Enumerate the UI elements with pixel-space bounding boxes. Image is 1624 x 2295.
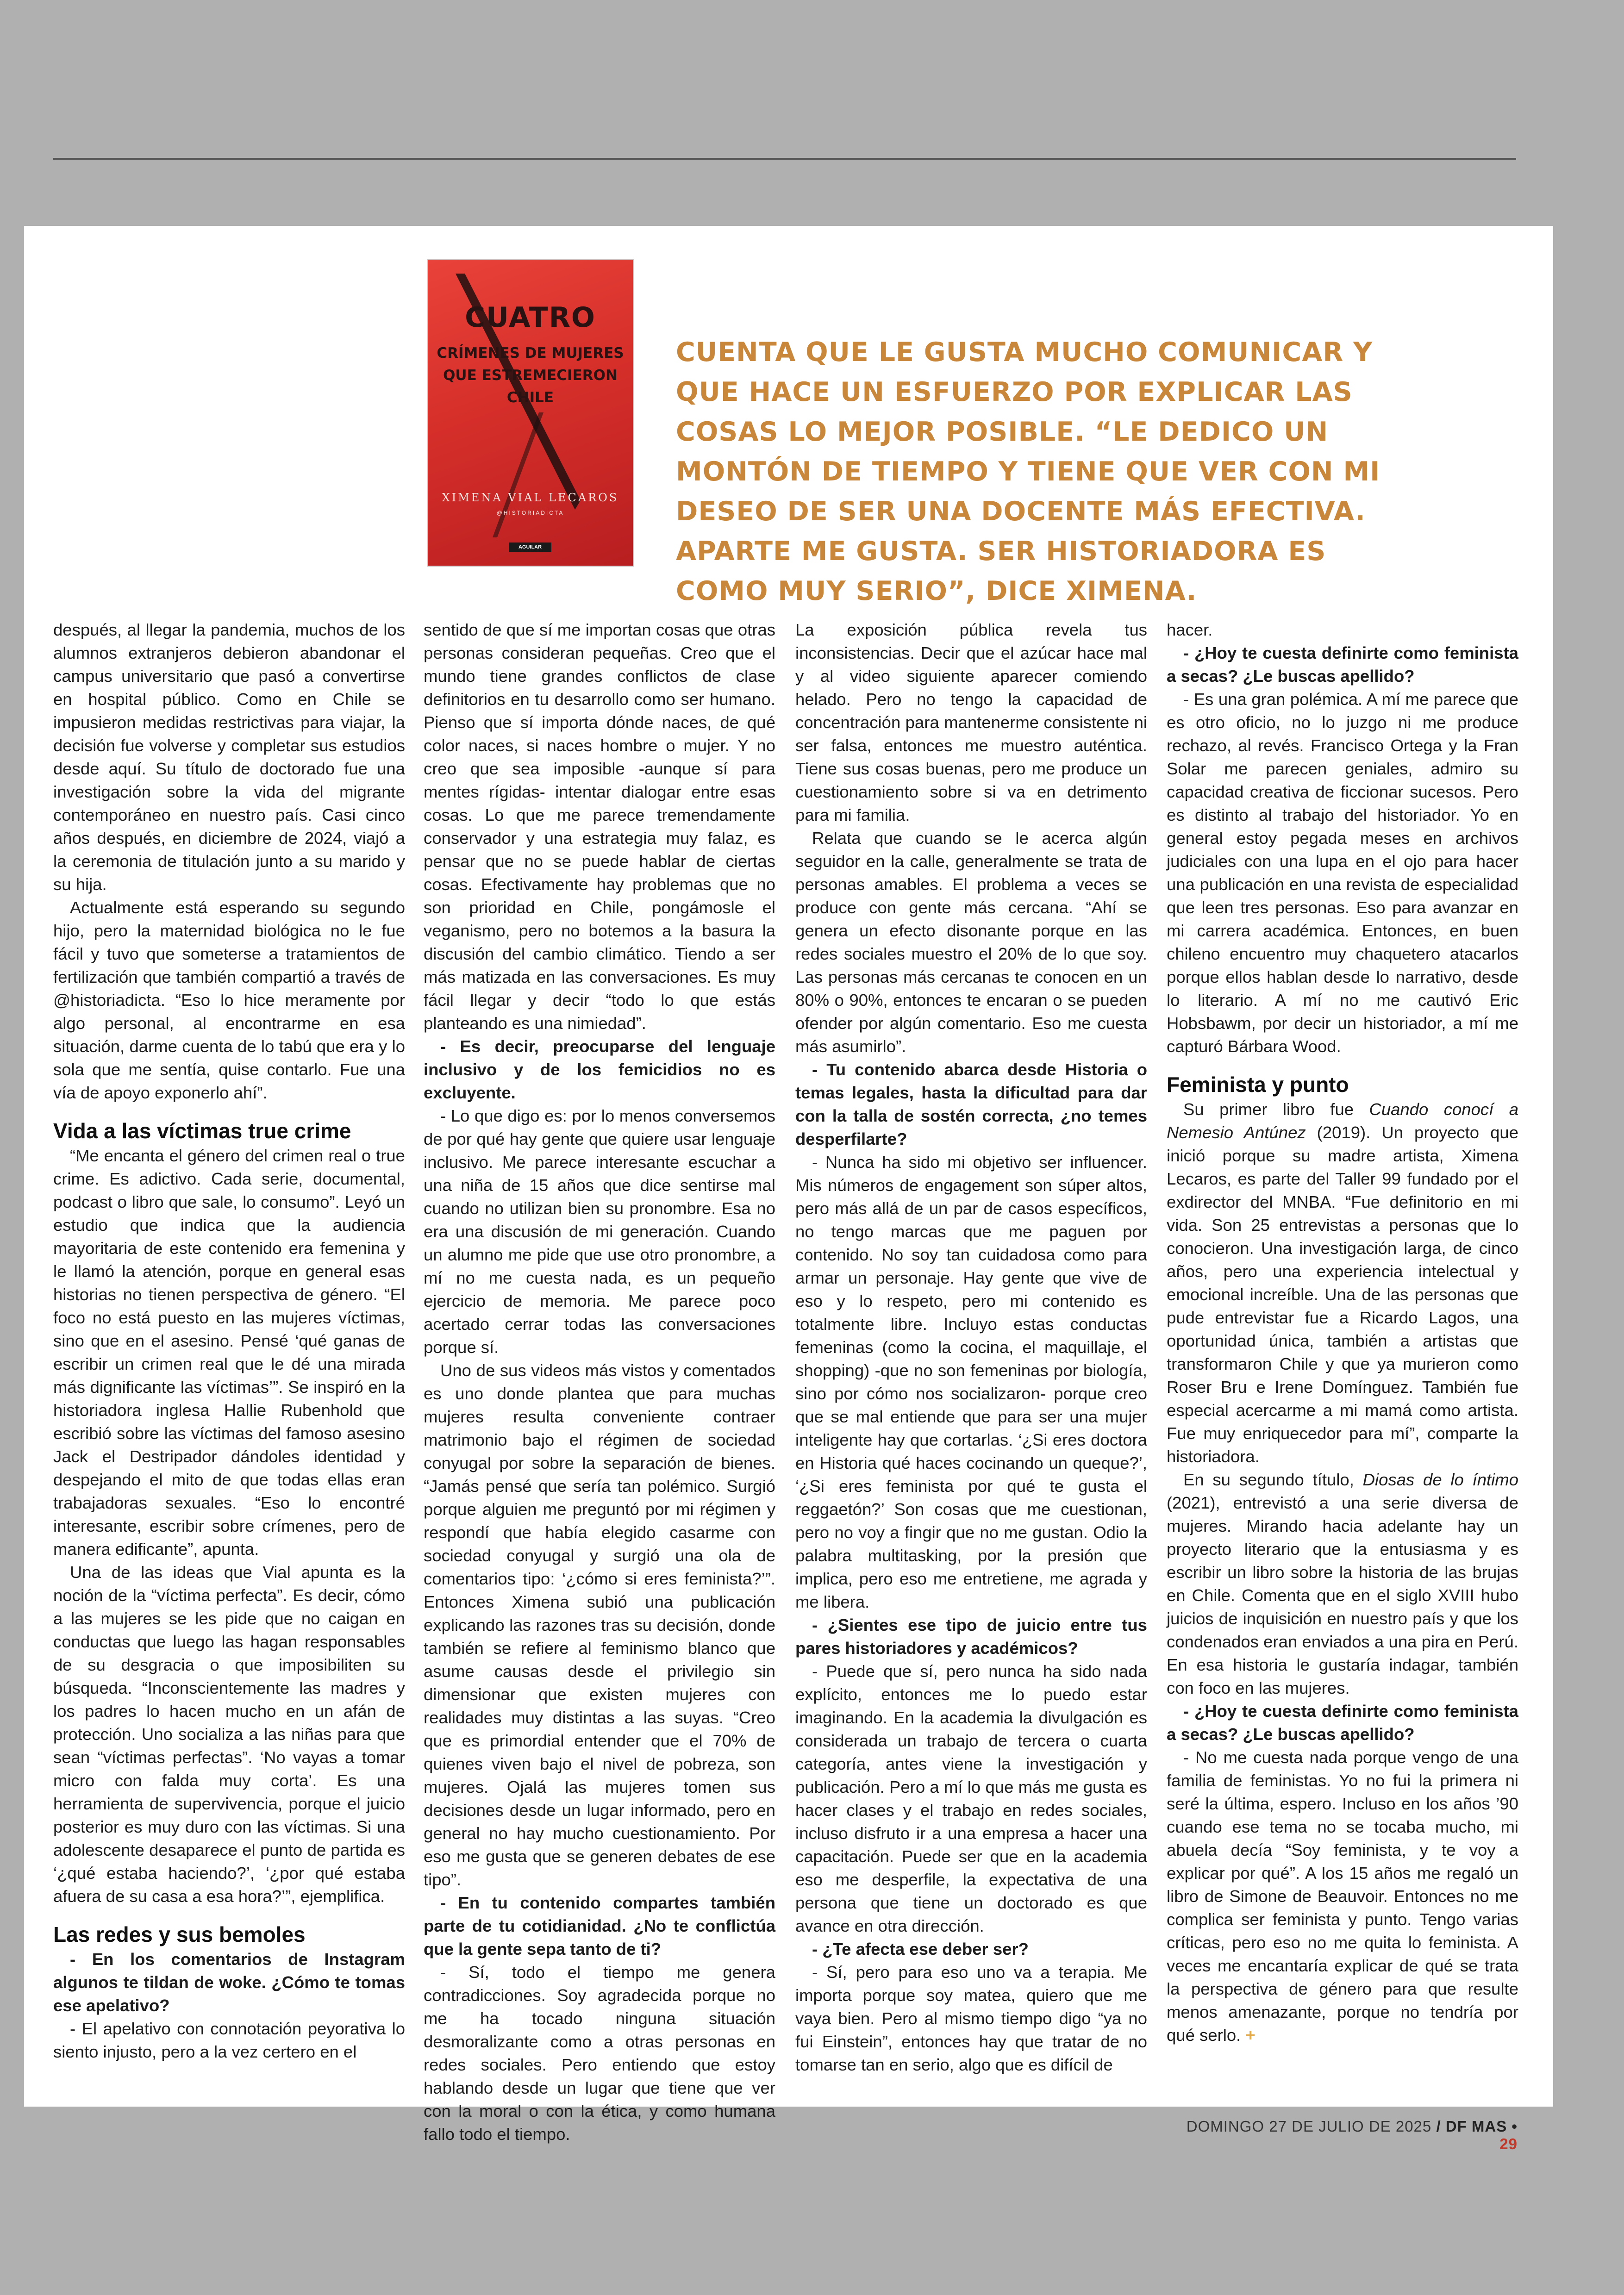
text-run: En su segundo título, bbox=[1183, 1470, 1363, 1489]
paragraph: - El apelativo con connotación peyorativa lo siento injusto, pero a la vez certero en el bbox=[53, 2019, 405, 2061]
cover-author: XIMENA VIAL LECAROS bbox=[442, 491, 619, 504]
interview-question: - En los comentarios de Instagram algunos te tildan de woke. ¿Cómo te tomas ese apelativo? bbox=[53, 1950, 405, 2015]
pull-quote: CUENTA QUE LE GUSTA MUCHO COMUNICAR Y QUE HACE UN ESFUERZO POR EXPLICAR LAS COSAS LO MEJOR POSIBLE. “LE DEDICO UN MONTÓN DE TIEMPO Y TIENE QUE VER CON MI DESEO DE SER UNA DOCENTE MÁS EFECTIVA. APARTE ME GUSTA. SER HISTORIADORA ES COMO MUY SERIO”, DICE XIMENA. bbox=[676, 337, 1380, 606]
paragraph: - Lo que digo es: por lo menos conversemos de por qué hay gente que quiere usar lenguaje inclusivo. Me parece interesante escuchar a una niña de 15 años que dice sentirse mal cuando no utilizan bien su pronombre. Esa no era una discusión de mi generación. Cuando un alumno me pide que use otro pronombre, a mí no me cuesta nada, es un pequeño ejercicio de memoria. Me parece poco acertado cerrar todas las conversaciones porque sí. bbox=[424, 1106, 775, 1357]
text-run: - No me cuesta nada porque vengo de una familia de feministas. Yo no fui la primera ni seré la última, espero. Incluso en los años ’90 cuando ese tema no se tocaba mucho, mi abuela decía “Soy feminista, y te voy a explicar por qué”. A los 15 años me regaló un libro de Simone de Beauvoir. Entonces no me complica ser feminista y punto. Tengo varias críticas, pero eso no me quita lo feminista. A veces me encantaría explicar de qué se trata la perspectiva de género para que resulte menos amenazante, porque no tendría por qué serlo. bbox=[1167, 1748, 1518, 2045]
top-rule bbox=[53, 158, 1516, 160]
paragraph: después, al llegar la pandemia, muchos de los alumnos extranjeros debieron abandonar el campus universitario que pasó a convertirse en hospital público. Como en Chile se impusieron medidas restrictivas para viajar, la decisión fue volverse y completar sus estudios desde aquí. Su título de doctorado fue una investigación sobre la vida del migrante contemporáneo en nuestro país. Casi cinco años después, en diciembre de 2024, viajó a la ceremonia de titulación junto a su marido y su hija. bbox=[53, 620, 405, 894]
text-run: (2019). Un proyecto que inició porque su madre artista, Ximena Lecaros, es parte del Taller 99 fundado por el exdirector del MNBA. “Fue definitorio en mi vida. Son 25 entrevistas a personas que lo conocieron. Una investigación larga, de cinco años, pero una experiencia intelectual y emocional increíble. Una de las personas que pude entrevistar fue a Ricardo Lagos, una oportunidad única, también a artistas que transformaron Chile y que ya murieron como Roser Bru e Irene Domínguez. También fue especial acercarme a mi mamá como artista. Fue muy enriquecedor para mí”, comparte la historiadora. bbox=[1167, 1123, 1518, 1466]
book-cover bbox=[428, 260, 633, 566]
paragraph: Uno de sus videos más vistos y comentados es uno donde plantea que para muchas mujeres resulta conveniente contraer matrimonio bajo el régimen de sociedad conyugal por sobre la separación de bienes. “Jamás pensé que sería tan polémico. Surgió porque alguien me preguntó por mi régimen y respondí que había elegido casarme con sociedad conyugal y surgió una ola de comentarios tipo: ‘¿cómo si eres feminista?’”. Entonces Ximena subió una publicación explicando las razones tras su decisión, donde también se refiere al feminismo blanco que asume causas desde el privilegio sin dimensionar que existen mujeres con realidades muy distintas a las suyas. “Creo que es primordial entender que el 70% de quienes viven bajo el nivel de pobreza, son mujeres. Ojalá las mujeres tomen sus decisiones desde un lugar informado, pero en general no hay mucho cuestionamiento. Por eso me gusta que se generen debates de ese tipo”. bbox=[424, 1361, 775, 1889]
end-mark: + bbox=[1245, 2026, 1255, 2045]
article-column-2 bbox=[424, 618, 775, 2146]
paragraph: Actualmente está esperando su segundo hijo, pero la maternidad biológica no le fue fácil y tuvo que someterse a tratamientos de fertilización que también compartió a través de @historiadicta. “Eso lo hice meramente por algo personal, al encontrarme en esa situación, darme cuenta de lo tabú que era y lo sola que me sentía, quise contarlo. Fue una vía de apoyo exponerlo ahí”. bbox=[53, 898, 405, 1102]
paragraph: La exposición pública revela tus inconsistencias. Decir que el azúcar hace mal y al video siguiente aparecer comiendo helado. Pero no tengo la capacidad de concentración para mantenerme consistente ni ser falsa, entonces me muestro auténtica. Tiene sus cosas buenas, pero me produce un cuestionamiento sobre si va en detrimento para mi familia. bbox=[795, 620, 1147, 824]
book-title-emphasis: Diosas de lo íntimo bbox=[1362, 1470, 1518, 1489]
paragraph: - Sí, pero para eso uno va a terapia. Me importa porque soy matea, quiero que me vaya bien. Pero al mismo tiempo digo “ya no fui Einstein”, entonces hay que tratar de no tomarse tan en serio, algo que es difícil de bbox=[795, 1963, 1147, 2074]
footer-publication: / DF MAS • bbox=[1436, 2118, 1518, 2135]
paragraph: hacer. bbox=[1167, 620, 1213, 639]
cover-title-main: CUATRO bbox=[465, 301, 596, 334]
cover-publisher-logo: AGUILAR bbox=[509, 543, 551, 552]
interview-question: - ¿Te afecta ese deber ser? bbox=[812, 1940, 1029, 1958]
paragraph: - Nunca ha sido mi objetivo ser influencer. Mis números de engagement son súper altos, pero más allá de un par de casos específicos, no tengo marcas que me paguen por contenido. No soy tan cuidadosa como para armar un personaje. Hay gente que vive de eso y lo respeto, pero mi contenido es totalmente libre. Incluyo estas conductas femeninas (como la cocina, el maquillaje, el shopping) -que no son femeninas por biología, sino por cómo nos socializaron- porque creo que se mal entiende que para ser una mujer inteligente hay que cortarlas. ‘¿Si eres doctora en Historia qué haces cocinando un queque?’, ‘¿Si eres feminista por qué te gusta el reggaetón?’ Son cosas que me cuestionan, pero no voy a fingir que no me gustan. Odio la palabra multitasking, por la presión que implica, pero eso me entretiene, me agrada y me libera. bbox=[795, 1153, 1147, 1611]
cover-title-sub: CRÍMENES DE MUJERES QUE ESTREMECIERON CHILE bbox=[437, 345, 624, 406]
interview-question: - En tu contenido compartes también parte de tu cotidianidad. ¿No te conflictúa que la gente sepa tanto de ti? bbox=[424, 1893, 775, 1958]
cover-handle: @HISTORIADICTA bbox=[496, 510, 564, 516]
paragraph: Una de las ideas que Vial apunta es la noción de la “víctima perfecta”. Es decir, cómo a las mujeres se les pide que no caigan en conductas que luego las hagan responsables de su desgracia o que imposibiliten su búsqueda. “Inconscientemente las madres y los padres lo hacen mucho en un afán de protección. Uno socializa a las niñas para que sean “víctimas perfectas”. ‘No vayas a tomar micro con falda muy corta’. Es una herramienta de supervivencia, porque el juicio posterior es muy duro con las víctimas. Si una adolescente desaparece el punto de partida es ‘¿qué estaba haciendo?’, ‘¿por qué estaba afuera de su casa a esa hora?’”, ejemplifica. bbox=[53, 1563, 405, 1906]
paragraph: Relata que cuando se le acerca algún seguidor en la calle, generalmente se trata de personas amables. El problema a veces se produce con gente más cercana. “Ahí se genera un efecto disonante porque en las redes sociales muestro el 20% de lo que soy. Las personas más cercanas te conocen en un 80% o 90%, entonces te encaran o se pueden ofender por algún comentario. Eso me cuesta más asumirlo”. bbox=[795, 829, 1147, 1056]
article-column-3 bbox=[795, 618, 1147, 2077]
interview-question: - ¿Hoy te cuesta definirte como feminista a secas? ¿Le buscas apellido? bbox=[1167, 1702, 1518, 1744]
section-heading: Feminista y punto bbox=[1167, 1073, 1349, 1097]
paragraph: - Es una gran polémica. A mí me parece que es otro oficio, no lo juzgo ni me produce rechazo, al revés. Francisco Ortega y la Fran Solar me parecen geniales, admiro su capacidad creativa de ficcionar sucesos. Pero es distinto al trabajo del historiador. Yo en general estoy pegada meses en archivos judiciales con una lupa en el ojo para hacer una publicación en una revista de especialidad que leen tres personas. Eso para avanzar en mi carrera académica. Entonces, en buen chileno encuentro muy chaquetero atacarlos porque ellos hablan desde lo narrativo, desde lo literario. A mí no me cautivó Eric Hobsbawm, por decir un historiador, a mí me capturó Bárbara Wood. bbox=[1167, 690, 1518, 1056]
page-number: 29 bbox=[1499, 2135, 1518, 2152]
interview-question: - ¿Sientes ese tipo de juicio entre tus pares historiadores y académicos? bbox=[795, 1615, 1147, 1658]
book-title-emphasis: Cuando conocí a Nemesio Antúnez bbox=[1167, 1100, 1519, 1142]
section-heading: Las redes y sus bemoles bbox=[53, 1922, 306, 1946]
paragraph: - Puede que sí, pero nunca ha sido nada explícito, entonces me lo puedo estar imaginando. En la academia la divulgación es considerada un trabajo de tercera o cuarta categoría, antes viene la investigación y publicación. Pero a mí lo que más me gusta es hacer clases y el trabajo en redes sociales, incluso disfruto ir a una empresa a hacer una capacitación. Puede ser que en la academia eso me desperfile, la expectativa de una persona que tiene un doctorado es que avance en otra dirección. bbox=[795, 1662, 1147, 1935]
page-footer bbox=[1166, 2118, 1518, 2153]
paragraph bbox=[1167, 1098, 1518, 1468]
text-run: (2021), entrevistó a una serie diversa de mujeres. Mirando hacia adelante hay un proyecto literario que la entusiasma y es escribir un libro sobre la historia de las brujas en Chile. Comenta que en el siglo XVIII hubo juicios de inquisición en nuestro país y que los condenados eran enviados a una pira en Perú. En esa historia le gustaría indagar, también con foco en las mujeres. bbox=[1167, 1493, 1518, 1697]
text-run: Su primer libro fue bbox=[1183, 1100, 1369, 1119]
section-heading: Vida a las víctimas true crime bbox=[53, 1119, 351, 1143]
paragraph bbox=[1167, 1746, 1518, 2047]
footer-date: DOMINGO 27 DE JULIO DE 2025 bbox=[1186, 2118, 1432, 2135]
paragraph bbox=[1167, 1468, 1518, 1700]
article-column-1 bbox=[53, 618, 405, 2064]
paragraph: - Sí, todo el tiempo me genera contradicciones. Soy agradecida porque no me ha tocado ninguna situación desmoralizante como a otras personas en redes sociales. Pero entiendo que estoy hablando desde un lugar que tiene que ver con la moral o con la ética, y como humana fallo todo el tiempo. bbox=[424, 1963, 775, 2144]
article-column-4 bbox=[1167, 618, 1518, 2047]
paragraph: sentido de que sí me importan cosas que otras personas consideran pequeñas. Creo que el mundo tiene grandes conflictos de clase definitorios en tu desarrollo como ser humano. Pienso que sí importa dónde naces, de qué color naces, si naces hombre o mujer. Y no creo que sea imposible -aunque sí para mentes rígidas- intentar dialogar entre esas cosas. Lo que me parece tremendamente conservador y una estrategia muy falaz, es pensar que no se puede hablar de ciertas cosas. Efectivamente hay problemas que no son prioridad en Chile, pongámosle el veganismo, pero no botemos a la basura la discusión del cambio climático. Tiendo a ser más matizada en las conversaciones. Es muy fácil llegar y decir “todo lo que estás planteando es una nimiedad”. bbox=[424, 620, 775, 1033]
interview-question: - Es decir, preocuparse del lenguaje inclusivo y de los femicidios no es excluyente. bbox=[424, 1037, 775, 1102]
interview-question: - Tu contenido abarca desde Historia o temas legales, hasta la dificultad para dar con la talla de sostén correcta, ¿no temes desperfilarte? bbox=[795, 1060, 1147, 1148]
interview-question: - ¿Hoy te cuesta definirte como feminista a secas? ¿Le buscas apellido? bbox=[1167, 643, 1518, 686]
paragraph: “Me encanta el género del crimen real o true crime. Es adictivo. Cada serie, documental, podcast o libro que sale, lo consumo”. Leyó un estudio que indica que la audiencia mayoritaria de este contenido era femenina y le llamó la atención, porque en general esas historias no tienen perspectiva de género. “El foco no está puesto en las mujeres víctimas, sino que en el asesino. Pensé ‘qué ganas de escribir un crimen real que le dé una mirada más dignificante las víctimas’”. Se inspiró en la historiadora inglesa Hallie Rubenhold que escribió sobre las víctimas del famoso asesino Jack el Destripador dándoles identidad y despejando el mito de que todas ellas eran trabajadoras sexuales. “Eso lo encontré interesante, escribir sobre crímenes, pero de manera edificante”, apunta. bbox=[53, 1146, 405, 1559]
